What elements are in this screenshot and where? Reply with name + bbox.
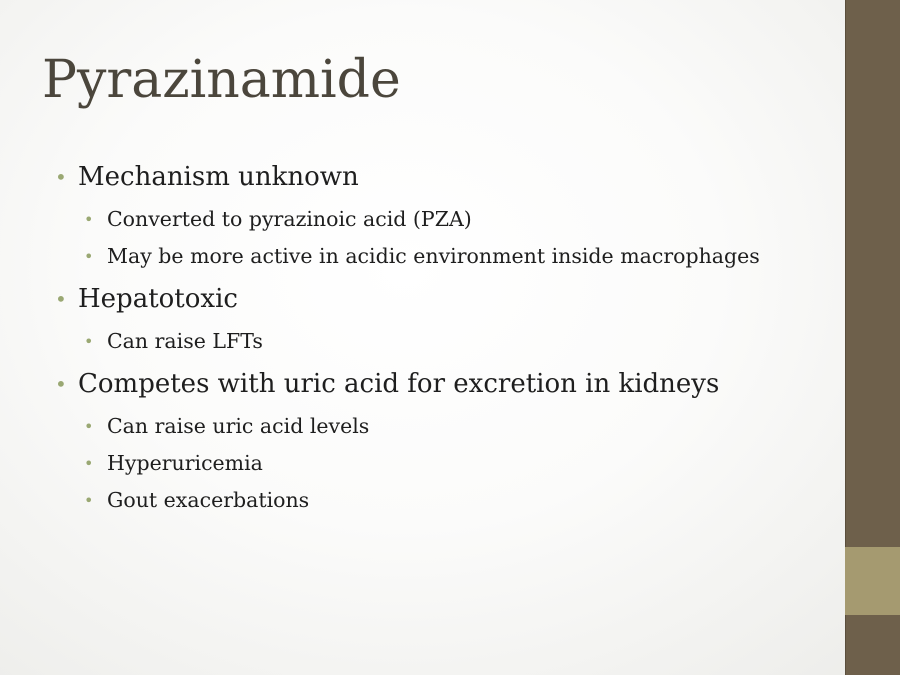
- sub-bullet-text: Can raise LFTs: [107, 329, 263, 353]
- bullet-text: Competes with uric acid for excretion in kidneys: [78, 369, 720, 399]
- bullet-dot-icon: •: [55, 287, 67, 311]
- bullet-item: [54, 153, 834, 201]
- bullet-dot-icon: •: [84, 417, 94, 436]
- bullet-text: Hepatotoxic: [78, 284, 238, 314]
- bullet-dot-icon: •: [84, 332, 94, 351]
- sub-bullet-item: [54, 201, 834, 238]
- sub-bullet-text: Gout exacerbations: [107, 488, 310, 512]
- sub-bullet-item: [54, 408, 834, 445]
- sub-bullet-item: [54, 445, 834, 482]
- sub-bullet-item: [54, 238, 834, 275]
- bullet-dot-icon: •: [55, 372, 67, 396]
- bullet-dot-icon: •: [84, 210, 94, 229]
- slide-title: Pyrazinamide: [42, 50, 401, 110]
- bullet-list: [54, 153, 834, 519]
- slide-side-accent-block: [845, 547, 900, 615]
- bullet-dot-icon: •: [55, 165, 67, 189]
- sub-bullet-text: May be more active in acidic environment inside macrophages: [107, 244, 760, 268]
- bullet-text: Mechanism unknown: [78, 162, 359, 192]
- sub-bullet-item: [54, 482, 834, 519]
- bullet-dot-icon: •: [84, 454, 94, 473]
- sub-bullet-item: [54, 323, 834, 360]
- sub-bullet-text: Converted to pyrazinoic acid (PZA): [107, 207, 472, 231]
- bullet-item: [54, 360, 834, 408]
- bullet-dot-icon: •: [84, 491, 94, 510]
- bullet-item: [54, 275, 834, 323]
- bullet-dot-icon: •: [84, 247, 94, 266]
- sub-bullet-text: Can raise uric acid levels: [107, 414, 370, 438]
- sub-bullet-text: Hyperuricemia: [107, 451, 263, 475]
